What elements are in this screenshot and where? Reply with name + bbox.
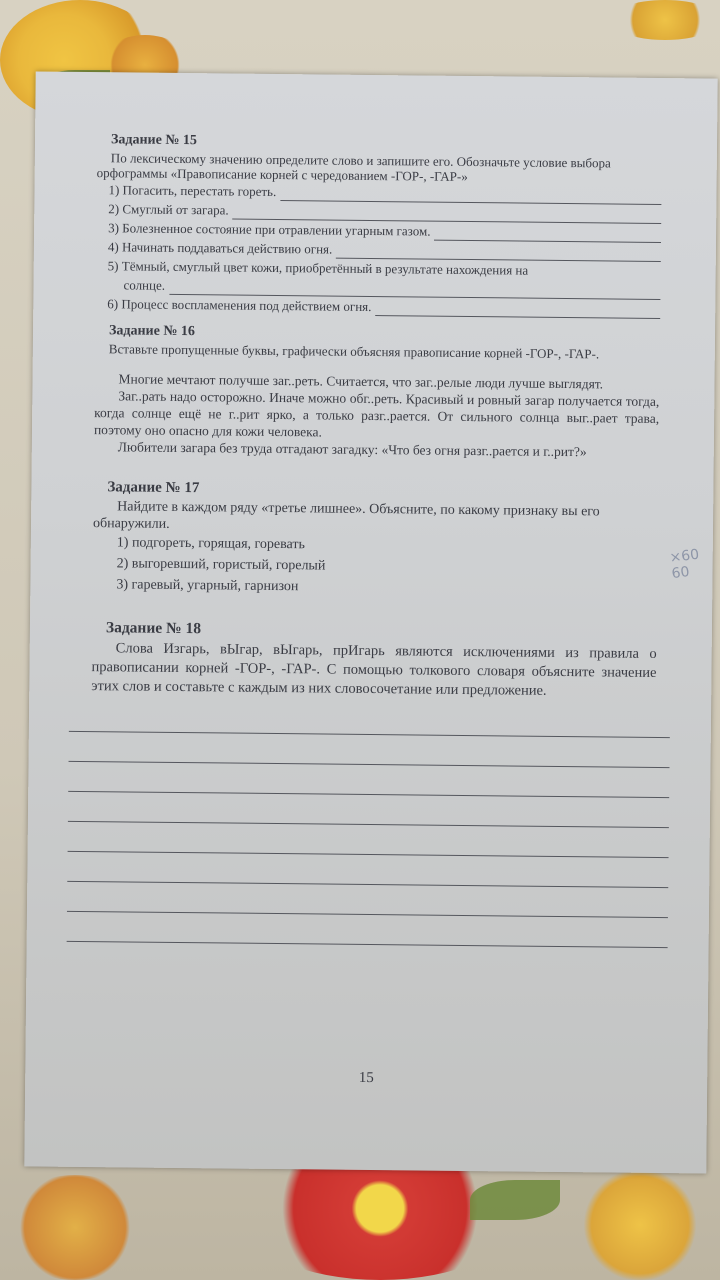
handwritten-margin-note: ×60 60 [669, 546, 701, 583]
item-label: 6) Процесс воспламенения под действием огня. [107, 296, 372, 314]
task-16-paragraph-2: Заг..рать надо осторожно. Иначе можно обг..реть. Красивый и ровный загар получается тогда, когда солнце ещё не г..рит ярко, а только разг..рается. От сильного солнца выг..рает трава, поэтому оно опасно для кожи человека. [93, 388, 660, 440]
task-18 [89, 619, 657, 948]
task-16-instruction: Вставьте пропущенные буквы, графически объясняя правописание корней -ГОР-, -ГАР-. [108, 341, 600, 362]
item-label: 2) Смуглый от загара. [108, 201, 229, 218]
workbook-page [24, 71, 717, 1173]
flower-top-right [610, 0, 720, 40]
task-15-title: Задание № 15 [110, 132, 198, 149]
task-17 [92, 479, 658, 601]
answer-line [434, 227, 661, 243]
page-content [89, 132, 663, 958]
task-17-row-1: 1) подгореть, горящая, горевать [116, 535, 306, 553]
answer-line [375, 302, 660, 319]
task-17-title: Задание № 17 [107, 479, 200, 497]
flower-bottom-left [0, 1175, 150, 1280]
page-number: 15 [358, 1069, 374, 1087]
task-17-instruction: Найдите в каждом ряду «третье лишнее». Объясните, по какому признаку вы его обнаружили. [92, 499, 600, 532]
task-16-title: Задание № 16 [108, 323, 196, 340]
answer-line [67, 912, 668, 948]
item-label: 5) Тёмный, смуглый цвет кожи, приобретённый в результате нахождения на [107, 258, 529, 278]
task-16 [94, 323, 660, 461]
item-label: 1) Погасить, перестать гореть. [108, 182, 277, 199]
task-18-title: Задание № 18 [105, 619, 202, 638]
task-15 [95, 132, 662, 319]
task-16-paragraph-1: Многие мечтают получше заг..реть. Считается, что заг..релые люди лучше выглядят. [118, 371, 604, 392]
task-17-rows [116, 532, 658, 601]
task-17-row-3: 3) гаревый, угарный, гарнизон [116, 577, 299, 595]
task-17-row-2: 2) выгоревший, гористый, горелый [116, 556, 326, 574]
flower-bottom-right [560, 1170, 720, 1280]
item-continuation: солнце. [123, 277, 166, 293]
item-label: 3) Болезненное состояние при отравлении угарным газом. [108, 220, 431, 239]
task-16-paragraph-3: Любители загара без труда отгадают загадку: «Что без огня разг..рается и г..рит?» [117, 439, 587, 460]
task-18-text: Слова Изгарь, вЫгар, вЫгарь, прИгарь являются исключениями из правила о правописании корней -ГОР-, -ГАР-. С помощью толкового словаря объясните значение этих слов и составьте с каждым из них словосочетание или предложение. [91, 640, 657, 699]
answer-lines [89, 702, 656, 948]
task-15-instruction: По лексическому значению определите слово и запишите его. Обозначьте условие выбора орфограммы «Правописание корней с чередованием -ГОР-, -ГАР-» [96, 150, 611, 184]
item-label: 4) Начинать поддаваться действию огня. [107, 239, 333, 257]
leaf-bottom [470, 1180, 560, 1220]
